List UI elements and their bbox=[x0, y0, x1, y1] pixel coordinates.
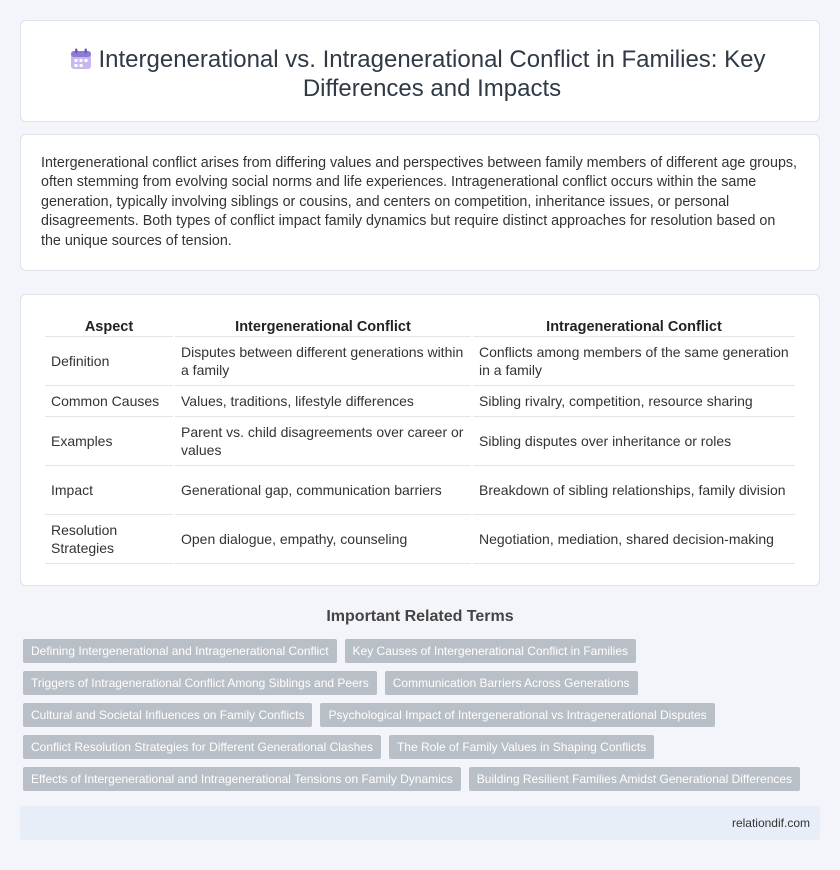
table-cell-intragenerational: Negotiation, mediation, shared decision-making bbox=[473, 515, 795, 564]
related-term-link[interactable]: Building Resilient Families Amidst Generational Differences bbox=[469, 767, 800, 791]
related-term-link[interactable]: Conflict Resolution Strategies for Different Generational Clashes bbox=[23, 735, 381, 759]
related-term-link[interactable]: Effects of Intergenerational and Intragenerational Tensions on Family Dynamics bbox=[23, 767, 461, 791]
table-cell-aspect: Common Causes bbox=[45, 386, 173, 417]
related-term-link[interactable]: Defining Intergenerational and Intragenerational Conflict bbox=[23, 639, 337, 663]
related-terms-list bbox=[23, 639, 813, 791]
intro-card bbox=[20, 134, 820, 271]
table-cell-intragenerational: Sibling rivalry, competition, resource sharing bbox=[473, 386, 795, 417]
table-cell-intergenerational: Values, traditions, lifestyle differences bbox=[175, 386, 471, 417]
header-intergenerational: Intergenerational Conflict bbox=[175, 315, 471, 337]
comparison-table bbox=[43, 315, 797, 564]
table-cell-intergenerational: Open dialogue, empathy, counseling bbox=[175, 515, 471, 564]
related-term-link[interactable]: Psychological Impact of Intergenerational vs Intragenerational Disputes bbox=[320, 703, 714, 727]
table-row bbox=[45, 386, 795, 417]
related-term-link[interactable]: Cultural and Societal Influences on Family Conflicts bbox=[23, 703, 312, 727]
table-row bbox=[45, 466, 795, 515]
table-cell-intragenerational: Breakdown of sibling relationships, family division bbox=[473, 466, 795, 515]
footer bbox=[20, 806, 820, 840]
table-header-row bbox=[45, 315, 795, 337]
table-cell-intergenerational: Generational gap, communication barriers bbox=[175, 466, 471, 515]
table-cell-intergenerational: Parent vs. child disagreements over career or values bbox=[175, 417, 471, 466]
table-cell-intragenerational: Sibling disputes over inheritance or roles bbox=[473, 417, 795, 466]
table-cell-intergenerational: Disputes between different generations within a family bbox=[175, 337, 471, 386]
table-cell-aspect: Definition bbox=[45, 337, 173, 386]
title-card bbox=[20, 20, 820, 122]
related-term-link[interactable]: Triggers of Intragenerational Conflict Among Siblings and Peers bbox=[23, 671, 377, 695]
header-aspect: Aspect bbox=[45, 315, 173, 337]
related-term-link[interactable]: The Role of Family Values in Shaping Conflicts bbox=[389, 735, 654, 759]
related-term-link[interactable]: Key Causes of Intergenerational Conflict in Families bbox=[345, 639, 636, 663]
table-cell-aspect: Resolution Strategies bbox=[45, 515, 173, 564]
table-cell-intragenerational: Conflicts among members of the same generation in a family bbox=[473, 337, 795, 386]
related-terms-title: Important Related Terms bbox=[326, 608, 514, 625]
table-cell-aspect: Examples bbox=[45, 417, 173, 466]
table-row bbox=[45, 417, 795, 466]
related-term-link[interactable]: Communication Barriers Across Generations bbox=[385, 671, 638, 695]
table-cell-aspect: Impact bbox=[45, 466, 173, 515]
footer-site-link[interactable]: relationdif.com bbox=[731, 816, 810, 830]
table-row bbox=[45, 515, 795, 564]
intro-paragraph: Intergenerational conflict arises from differing values and perspectives between family members of different age groups, often stemming from evolving social norms and life experiences. Intragenerational conflict occurs within the same generation, typically involving siblings or cousins, and centers on competition, inheritance issues, or personal disagreements. Both types of conflict impact family dynamics but require distinct approaches for resolution based on the unique sources of tension. bbox=[41, 155, 798, 249]
table-row bbox=[45, 337, 795, 386]
comparison-card bbox=[20, 294, 820, 586]
page-title: Intergenerational vs. Intragenerational Conflict in Families: Key Differences and Impacts bbox=[98, 46, 766, 102]
header-intragenerational: Intragenerational Conflict bbox=[473, 315, 795, 337]
